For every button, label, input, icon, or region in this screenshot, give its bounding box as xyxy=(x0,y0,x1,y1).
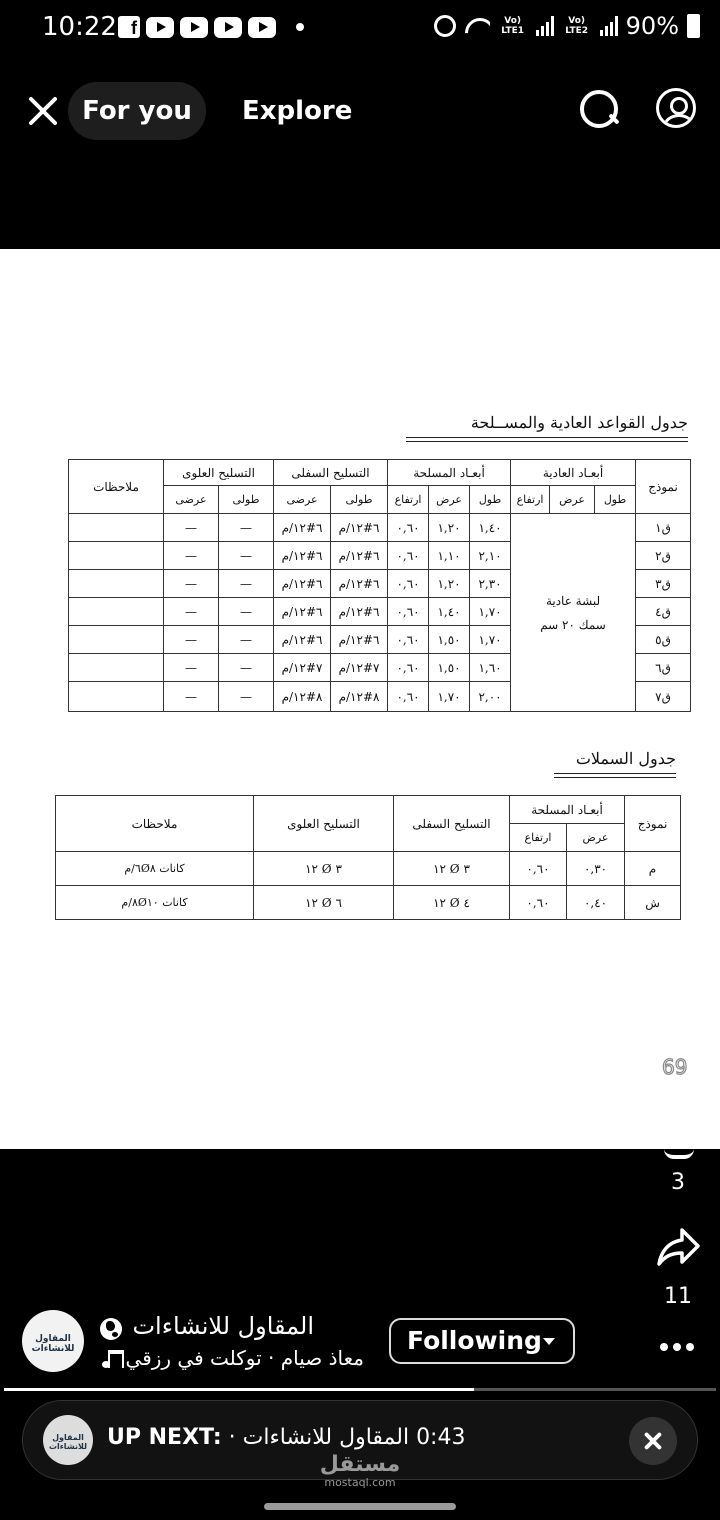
cell-notes: كانات ٨Ø١٠/م xyxy=(56,886,254,920)
cell-top-trans: — xyxy=(164,514,219,542)
watermark-arabic: مستقل xyxy=(319,1452,401,1477)
cell-length: ٢,٣٠ xyxy=(470,570,511,598)
cell-notes xyxy=(69,514,164,542)
cell-notes xyxy=(69,682,164,712)
cell-bottom-trans: ٦#١٢/م xyxy=(274,598,331,626)
up-next-label: UP NEXT: xyxy=(107,1425,222,1450)
sub-length: طول xyxy=(470,486,511,514)
globe-icon xyxy=(100,1318,122,1340)
merged-plain-note xyxy=(511,514,636,712)
footings-table xyxy=(68,459,691,712)
cell-bottom-trans: ٦#١٢/م xyxy=(274,626,331,654)
following-button[interactable] xyxy=(389,1318,575,1364)
up-next-duration: 0:43 xyxy=(416,1425,466,1450)
cell-width: ١,٧٠ xyxy=(429,682,470,712)
wifi-icon xyxy=(464,16,490,36)
cell-length: ١,٧٠ xyxy=(470,626,511,654)
cell-width: ١,١٠ xyxy=(429,542,470,570)
header-model: نموذج xyxy=(636,460,691,514)
cell-top-trans: — xyxy=(164,542,219,570)
cell-top-long: — xyxy=(219,626,274,654)
close-icon[interactable] xyxy=(24,92,62,130)
cell-length: ١,٧٠ xyxy=(470,598,511,626)
header-top-rebar: التسليح العلوى xyxy=(164,460,274,486)
up-next-avatar-text: المقاول للانشاءات xyxy=(48,1433,88,1451)
cell-top-long: — xyxy=(219,570,274,598)
caret-down-icon xyxy=(543,1338,555,1345)
facebook-icon: f xyxy=(118,16,140,38)
title-underline xyxy=(406,437,688,438)
comment-icon[interactable] xyxy=(664,1149,694,1159)
table2-title: جدول السملات xyxy=(575,749,676,768)
title-underline xyxy=(406,441,688,442)
header-notes: ملاحظات xyxy=(69,460,164,514)
battery-icon xyxy=(687,14,700,38)
cell-top-long: — xyxy=(219,598,274,626)
youtube-icon xyxy=(248,17,276,38)
cell-bottom-trans: ٨#١٢/م xyxy=(274,682,331,712)
up-next-avatar xyxy=(43,1415,93,1465)
notification-icons xyxy=(118,16,304,38)
youtube-icon xyxy=(214,17,242,38)
youtube-icon xyxy=(180,17,208,38)
battery-percent: 90% xyxy=(625,12,679,40)
up-next-text xyxy=(107,1425,465,1450)
home-indicator[interactable] xyxy=(264,1503,456,1510)
plain-note-line2: سمك ٢٠ سم xyxy=(540,617,606,632)
system-icons xyxy=(434,12,700,40)
sub-width: عرض xyxy=(567,824,625,852)
lte2-label: Vo) LTE2 xyxy=(565,16,589,36)
cell-length: ١,٦٠ xyxy=(470,654,511,682)
watermark xyxy=(300,1454,420,1490)
header-bottom-rebar: التسليح السفلى xyxy=(394,796,510,852)
alarm-icon xyxy=(434,15,456,37)
sub-length: طول xyxy=(595,486,636,514)
cell-height: ٠,٦٠ xyxy=(388,654,429,682)
more-notifications-dot-icon xyxy=(296,23,304,31)
share-icon[interactable] xyxy=(656,1224,700,1268)
sub-width: عرض xyxy=(550,486,595,514)
header-notes: ملاحظات xyxy=(56,796,254,852)
header-reinforced-dims: أبعـاد المسلحة xyxy=(388,460,511,486)
cell-top: ٣ Ø ١٢ xyxy=(254,852,394,886)
youtube-icon xyxy=(146,17,174,38)
cell-height: ٠,٦٠ xyxy=(510,886,567,920)
signal-icon xyxy=(536,16,554,36)
watermark-latin: mostaql.com xyxy=(324,1476,396,1489)
header-reinforced-dims: أبعـاد المسلحة xyxy=(510,796,625,824)
cell-width: ٠,٣٠ xyxy=(567,852,625,886)
comments-count: 3 xyxy=(671,1170,685,1195)
cell-bottom-long: ٨#١٢/م xyxy=(331,682,388,712)
cell-length: ٢,٠٠ xyxy=(470,682,511,712)
cell-top-trans: — xyxy=(164,598,219,626)
tab-for-you[interactable]: For you xyxy=(68,82,206,140)
shares-count: 11 xyxy=(664,1284,692,1309)
cell-length: ٢,١٠ xyxy=(470,542,511,570)
cell-top-trans: — xyxy=(164,626,219,654)
cell-bottom-long: ٦#١٢/م xyxy=(331,570,388,598)
following-label: Following xyxy=(407,1326,542,1355)
cell-height: ٠,٦٠ xyxy=(388,542,429,570)
cell-bottom-long: ٦#١٢/م xyxy=(331,542,388,570)
cell-bottom: ٤ Ø ١٢ xyxy=(394,886,510,920)
cell-top-long: — xyxy=(219,542,274,570)
channel-name[interactable]: المقاول للانشاءات xyxy=(132,1312,314,1340)
plain-note-line1: لبشة عادية xyxy=(545,593,601,608)
more-options-icon[interactable] xyxy=(660,1343,694,1351)
title-underline xyxy=(554,777,676,778)
lte1-label: Vo) LTE1 xyxy=(501,16,525,36)
document-page xyxy=(0,249,720,1149)
song-title[interactable]: معاذ صيام · توكلت في رزقي xyxy=(125,1346,364,1370)
cell-bottom-trans: ٧#١٢/م xyxy=(274,654,331,682)
header-plain-dims: أبعـاد العادية xyxy=(511,460,636,486)
cell-bottom-long: ٦#١٢/م xyxy=(331,598,388,626)
up-next-title: المقاول للانشاءات · xyxy=(228,1425,410,1450)
cell-bottom: ٣ Ø ١٢ xyxy=(394,852,510,886)
tab-explore[interactable]: Explore xyxy=(242,96,353,126)
cell-bottom-long: ٦#١٢/م xyxy=(331,514,388,542)
cell-top-trans: — xyxy=(164,682,219,712)
channel-avatar[interactable] xyxy=(22,1310,84,1372)
cell-notes xyxy=(69,598,164,626)
cell-height: ٠,٦٠ xyxy=(388,626,429,654)
search-icon[interactable] xyxy=(580,90,620,130)
cell-model: ش xyxy=(625,886,681,920)
tie-beams-table xyxy=(55,795,681,920)
cell-height: ٠,٦٠ xyxy=(388,514,429,542)
title-underline xyxy=(554,773,676,774)
sub-transverse: عرضى xyxy=(164,486,219,514)
cell-height: ٠,٦٠ xyxy=(388,570,429,598)
table-row xyxy=(56,886,681,920)
table-row xyxy=(69,514,691,542)
signal-icon xyxy=(600,16,618,36)
cell-model: ق١ xyxy=(636,514,691,542)
cell-notes: كانات ٦Ø٨/م xyxy=(56,852,254,886)
cell-top-trans: — xyxy=(164,570,219,598)
table-row xyxy=(56,852,681,886)
sub-width: عرض xyxy=(429,486,470,514)
music-note-icon xyxy=(100,1348,122,1370)
cell-model: ق٧ xyxy=(636,682,691,712)
status-time: 10:22 xyxy=(42,12,117,42)
cell-model: ق٤ xyxy=(636,598,691,626)
cell-top-long: — xyxy=(219,654,274,682)
cell-notes xyxy=(69,542,164,570)
sub-longitudinal: طولى xyxy=(219,486,274,514)
header-bottom-rebar: التسليح السفلى xyxy=(274,460,388,486)
table1-title: جدول القواعد العادية والمســلحة xyxy=(470,413,688,432)
cell-bottom-long: ٦#١٢/م xyxy=(331,626,388,654)
header-model: نموذج xyxy=(625,796,681,852)
cell-width: ٠,٤٠ xyxy=(567,886,625,920)
cell-bottom-trans: ٦#١٢/م xyxy=(274,570,331,598)
sub-height: ارتفاع xyxy=(511,486,550,514)
cell-top-long: — xyxy=(219,514,274,542)
avatar-logo-text: المقاول للانشاءات xyxy=(31,1334,75,1354)
header-top-rebar: التسليح العلوى xyxy=(254,796,394,852)
sub-longitudinal: طولى xyxy=(331,486,388,514)
cell-top-trans: — xyxy=(164,654,219,682)
cell-notes xyxy=(69,654,164,682)
cell-width: ١,٢٠ xyxy=(429,514,470,542)
sub-height: ارتفاع xyxy=(510,824,567,852)
cell-length: ١,٤٠ xyxy=(470,514,511,542)
cell-bottom-long: ٧#١٢/م xyxy=(331,654,388,682)
sub-height: ارتفاع xyxy=(388,486,429,514)
top-nav xyxy=(0,80,720,142)
sub-transverse: عرضى xyxy=(274,486,331,514)
cell-height: ٠,٦٠ xyxy=(388,598,429,626)
cell-notes xyxy=(69,626,164,654)
cell-height: ٠,٦٠ xyxy=(510,852,567,886)
cell-width: ١,٥٠ xyxy=(429,626,470,654)
up-next-close-icon[interactable] xyxy=(629,1417,677,1465)
cell-model: ق٥ xyxy=(636,626,691,654)
page-number: 69 xyxy=(662,1055,688,1079)
cell-model: ق٦ xyxy=(636,654,691,682)
cell-height: ٠,٦٠ xyxy=(388,682,429,712)
video-progress-bar[interactable] xyxy=(4,1388,716,1391)
status-bar xyxy=(0,0,720,56)
profile-icon[interactable] xyxy=(656,88,696,128)
cell-notes xyxy=(69,570,164,598)
cell-model: م xyxy=(625,852,681,886)
video-progress-fill xyxy=(4,1388,474,1391)
cell-top: ٦ Ø ١٢ xyxy=(254,886,394,920)
cell-bottom-trans: ٦#١٢/م xyxy=(274,514,331,542)
cell-model: ق٢ xyxy=(636,542,691,570)
cell-model: ق٣ xyxy=(636,570,691,598)
cell-width: ١,٢٠ xyxy=(429,570,470,598)
cell-width: ١,٥٠ xyxy=(429,654,470,682)
cell-top-long: — xyxy=(219,682,274,712)
cell-width: ١,٤٠ xyxy=(429,598,470,626)
cell-bottom-trans: ٦#١٢/م xyxy=(274,542,331,570)
